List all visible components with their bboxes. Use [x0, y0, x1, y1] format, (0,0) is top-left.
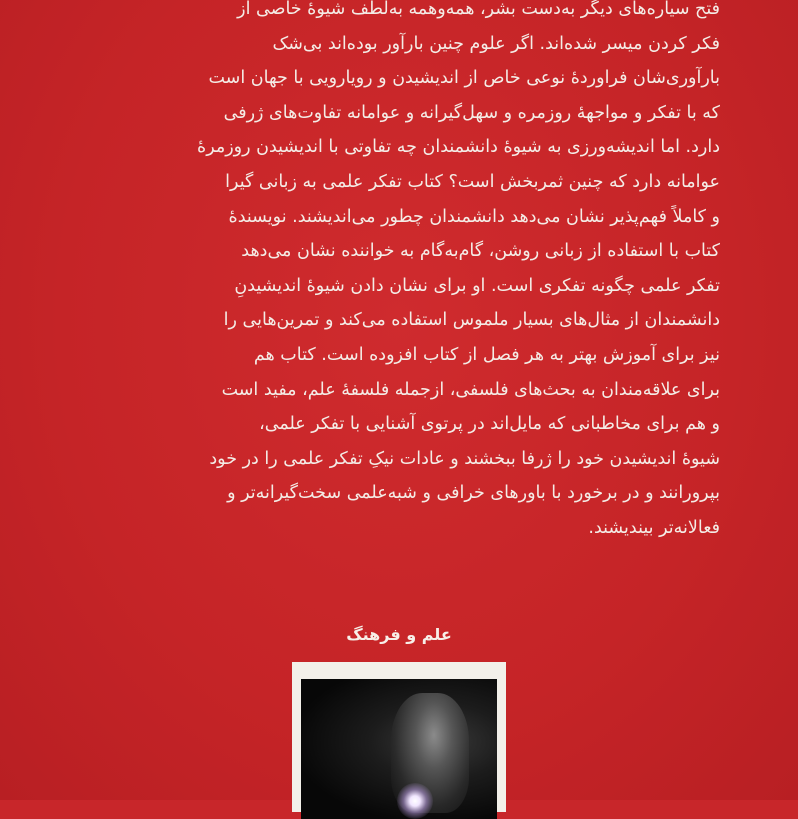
blurb-line: عوامانه دارد که چنین ثمربخش است؟ کتاب تفکر علمی به زبانی گیرا [225, 171, 720, 192]
blurb-line: کتاب با استفاده از زبانی روشن، گام‌به‌گام به خواننده نشان می‌دهد [241, 241, 720, 262]
blurb-line: دانشمندان از مثال‌های بسیار ملموس استفاده می‌کند و تمرین‌هایی را [223, 310, 720, 331]
blurb-line: و هم برای مخاطبانی که مایل‌اند در پرتوی آشنایی با تفکر علمی، [259, 414, 720, 435]
cover-photo-frame [292, 662, 506, 812]
publisher-name: علم و فرهنگ [346, 625, 452, 644]
blurb-line: بپرورانند و در برخورد با باورهای خرافی و شبه‌علمی سخت‌گیرانه‌تر و [227, 483, 720, 504]
light-glow [397, 783, 433, 819]
blurb-text [88, 0, 720, 546]
blurb-line: دارد. اما اندیشه‌ورزی به شیوهٔ دانشمندان چه تفاوتی با اندیشیدن روزمرهٔ [197, 137, 720, 158]
blurb-line: فعالانه‌تر بیندیشند. [588, 517, 720, 538]
blurb-line: تفکر علمی چگونه تفکری است. او برای نشان دادن شیوهٔ اندیشیدنِ [234, 275, 720, 296]
blurb-line: که با تفکر و مواجههٔ روزمره و سهل‌گیرانه و عوامانه تفاوت‌های ژرفی [223, 102, 720, 123]
blurb-line: برای علاقه‌مندان به بحث‌های فلسفی، ازجمله فلسفهٔ علم، مفید است [221, 379, 720, 400]
blurb-line: و کاملاً فهم‌پذیر نشان می‌دهد دانشمندان چطور می‌اندیشند. نویسندهٔ [228, 206, 720, 227]
blurb-line: شیوهٔ اندیشیدن خود را ژرفا ببخشند و عادات نیکِ تفکر علمی را در خود [209, 448, 720, 469]
cover-photo [301, 679, 497, 819]
blurb-line: فکر کردن میسر شده‌اند. اگر علوم چنین بارآور بوده‌اند بی‌شک [272, 33, 720, 54]
blurb-line: فتح سیاره‌های دیگر به‌دست بشر، همه‌وهمه به‌لطف شیوهٔ خاصی از [237, 0, 720, 19]
blurb-line: نیز برای آموزش بهتر به هر فصل از کتاب افزوده است. کتاب هم [253, 344, 720, 365]
blurb-line: بارآوری‌شان فراوردهٔ نوعی خاص از اندیشیدن و رویارویی با جهان است [208, 68, 720, 89]
